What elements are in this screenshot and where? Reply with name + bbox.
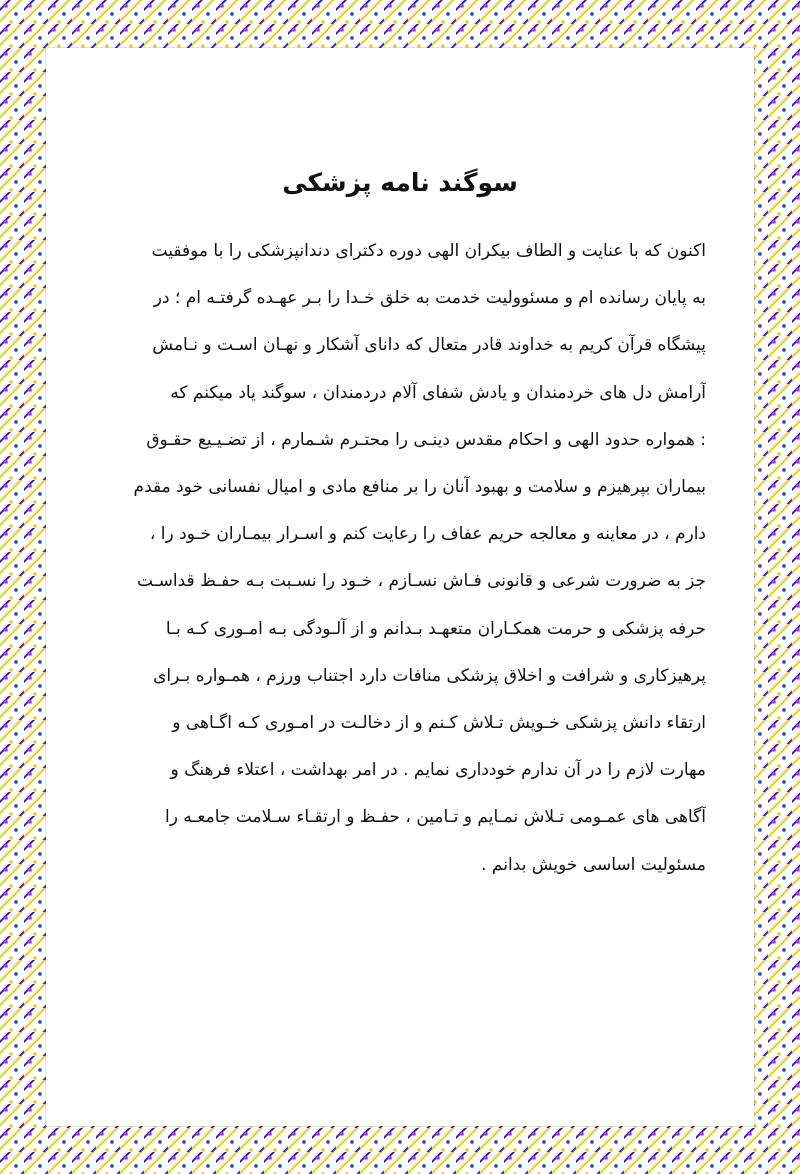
body-line-13: آگاهی های عمـومی تـلاش نمـایم و تـامین ، حفـظ و ارتقـاء سـلامت جامعـه را bbox=[164, 807, 706, 828]
body-line-2: به پایان رسانده ام و مسئوولیت خدمت به خلق خـدا را بـر عهـده گرفتـه ام ؛ در bbox=[153, 288, 706, 309]
body-line-12: مهارت لازم را در آن ندارم خودداری نمایم . در امر بهداشت ، اعتلاء فرهنگ و bbox=[170, 760, 706, 781]
body-line-11: ارتقاء دانش پزشکی خـویش تـلاش کـنم و از دخالـت در امـوری کـه اگـاهی و bbox=[172, 713, 706, 734]
body-line-4: آرامش دل های خردمندان و یادش شفای آلام دردمندان ، سوگند یاد میکنم که bbox=[170, 382, 706, 403]
body-line-7: دارم ، در معاینه و معالجه حریم عفاف را رعایت کنم و اسـرار بیمـاران خـود را ، bbox=[149, 524, 706, 545]
document-title: سوگند نامه پزشکی bbox=[282, 168, 518, 197]
body-line-6: بیماران بپرهیزم و سلامت و بهبود آنان را بر منافع مادی و امیال نفسانی خود مقدم bbox=[133, 477, 706, 498]
body-line-5: : همواره حدود الهی و احکام مقدس دینـی را محتـرم شـمارم ، از تضـیـیع حقـوق bbox=[146, 429, 706, 450]
body-line-3: پیشگاه قرآن کریم به خداوند قادر متعال که دانای آشکار و نهـان اسـت و نـامش bbox=[152, 335, 706, 356]
body-line-1: اکنون که با عنایت و الطاف بیکران الهی دوره دکترای دندانپزشکی را با موفقیت bbox=[151, 241, 706, 261]
oath-body bbox=[94, 228, 706, 889]
body-line-14: مسئولیت اساسی خویش بدانم . bbox=[481, 854, 706, 875]
content-panel bbox=[46, 48, 754, 1126]
body-line-9: حرفه پزشکی و حرمت همکـاران متعهـد بـدانم و از آلـودگی بـه امـوری کـه بـا bbox=[165, 618, 706, 639]
body-line-10: پرهیزکاری و شرافت و اخلاق پزشکی منافات دارد اجتناب ورزم ، همـواره بـرای bbox=[153, 665, 706, 686]
body-line-8: جز به ضرورت شرعی و قانونی فـاش نسـازم ، خـود را نسـبت بـه حفـظ قداسـت bbox=[136, 571, 706, 592]
